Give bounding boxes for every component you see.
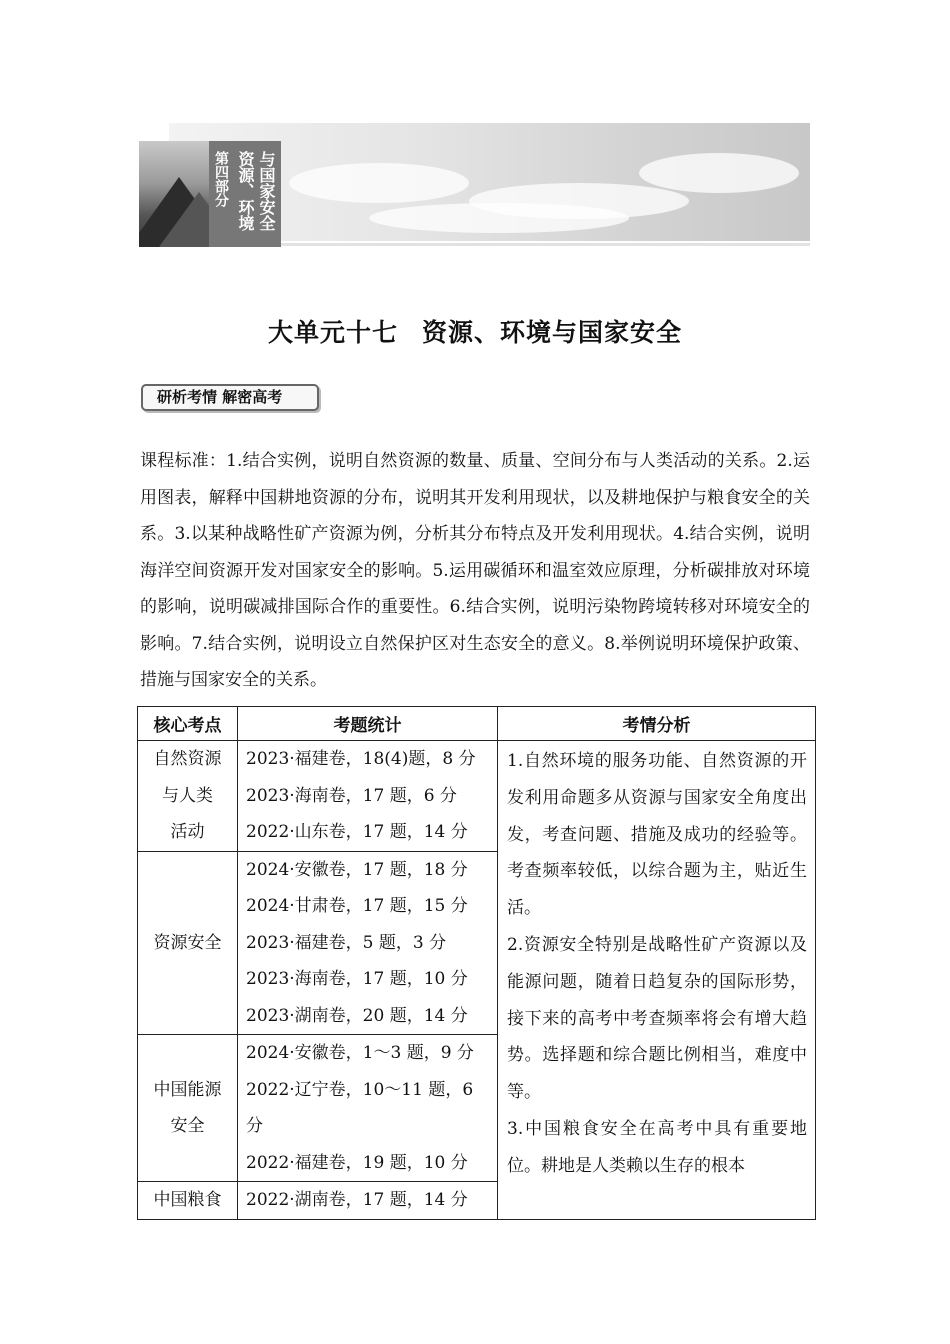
stat-entry: 2022·湖南卷，17 题，14 分 bbox=[246, 1190, 468, 1210]
topic-text: 中国能源 bbox=[153, 1079, 222, 1100]
stat-entry: 2022·山东卷，17 题，14 分 bbox=[246, 822, 468, 842]
stat-entry: 2023·海南卷，17 题，10 分 bbox=[246, 969, 468, 989]
topic-cell bbox=[138, 741, 238, 852]
unit-name: 资源、环境与国家安全 bbox=[422, 318, 683, 347]
part-label bbox=[209, 141, 281, 247]
stat-entry: 2024·甘肃卷，17 题，15 分 bbox=[246, 896, 468, 916]
page-title bbox=[0, 313, 950, 349]
unit-number: 大单元十七 bbox=[267, 318, 398, 347]
stat-entry: 2023·湖南卷，20 题，14 分 bbox=[246, 1005, 468, 1026]
banner-rule bbox=[281, 243, 810, 246]
header-stats: 考题统计 bbox=[238, 707, 498, 741]
analysis-point: 1.自然环境的服务功能、自然资源的开发利用命题多从资源与国家安全角度出发，考查问题、措施及成功的经验等。考查频率较低，以综合题为主，贴近生活。 bbox=[507, 751, 807, 919]
header-analysis: 考情分析 bbox=[498, 707, 816, 741]
part-subtitle-1: 资源、环境 bbox=[236, 151, 255, 231]
part-banner bbox=[139, 123, 810, 247]
stat-entry: 2023·福建卷，5 题，3 分 bbox=[246, 932, 447, 953]
stat-entry: 2022·福建卷，19 题，10 分 bbox=[246, 1152, 468, 1173]
analysis-point: 3.中国粮食安全在高考中具有重要地位。耕地是人类赖以生存的根本 bbox=[507, 1118, 807, 1176]
analysis-cell bbox=[498, 741, 816, 1220]
stat-entry: 2024·安徽卷，1～3 题，9 分 bbox=[246, 1043, 474, 1063]
topic-cell bbox=[138, 851, 238, 1035]
stat-entry: 2023·海南卷，17 题，6 分 bbox=[246, 785, 457, 806]
topic-cell bbox=[138, 1182, 238, 1220]
topic-text: 活动 bbox=[170, 822, 205, 842]
topic-text: 与人类 bbox=[162, 785, 213, 806]
header-topic: 核心考点 bbox=[138, 707, 238, 741]
topic-text: 安全 bbox=[170, 1116, 205, 1136]
stats-cell bbox=[238, 1035, 498, 1182]
mountain-photo bbox=[139, 141, 209, 247]
curriculum-standards: 课程标准：1.结合实例，说明自然资源的数量、质量、空间分布与人类活动的关系。2.运用图表，解释中国耕地资源的分布，说明其开发利用现状，以及耕地保护与粮食安全的关系。3.以某种战略性矿产资源为例，分析其分布特点及开发利用现状。4.结合实例，说明海洋空间资源开发对国家安全的影响。5.运用碳循环和温室效应原理，分析碳排放对环境的影响，说明碳减排国际合作的重要性。6.结合实例，说明污染物跨境转移对环境安全的影响。7.结合实例，说明设立自然保护区对生态安全的意义。8.举例说明环境保护政策、措施与国家安全的关系。 bbox=[140, 451, 810, 690]
table-header-row bbox=[138, 707, 816, 741]
section-tag: 研析考情 解密高考 bbox=[141, 384, 319, 411]
stat-entry: 2024·安徽卷，17 题，18 分 bbox=[246, 859, 468, 880]
stats-cell bbox=[238, 1182, 498, 1220]
topic-text: 资源安全 bbox=[153, 932, 222, 953]
part-subtitle-2: 与国家安全 bbox=[257, 151, 276, 231]
exam-analysis-table bbox=[137, 706, 816, 1220]
table-row bbox=[138, 741, 816, 852]
stats-cell bbox=[238, 741, 498, 852]
topic-text: 中国粮食 bbox=[153, 1190, 222, 1210]
topic-cell bbox=[138, 1035, 238, 1182]
topic-text: 自然资源 bbox=[153, 749, 222, 769]
stat-entry: 2023·福建卷，18(4)题，8 分 bbox=[246, 749, 476, 769]
stat-entry: 2022·辽宁卷，10～11 题，6 分 bbox=[246, 1079, 474, 1136]
part-number: 第四部分 bbox=[213, 151, 229, 207]
stats-cell bbox=[238, 851, 498, 1035]
analysis-point: 2.资源安全特别是战略性矿产资源以及能源问题，随着日趋复杂的国际形势，接下来的高考中考查频率将会有增大趋势。选择题和综合题比例相当，难度中等。 bbox=[507, 934, 807, 1103]
